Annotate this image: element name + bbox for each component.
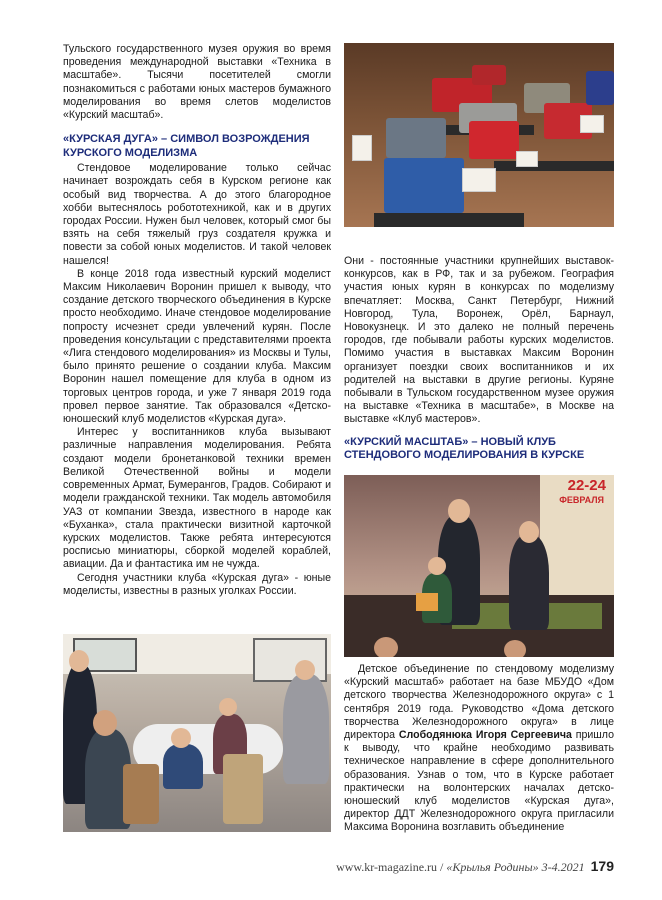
intro-paragraph: Тульского государственного музея оружия во время проведения международной выставки «Техника в масштабе». Тысячи посетителей смогли познакомиться с работами юных мастеров бумажного моделирования во время слетов моделистов «Курский масштаб».	[63, 43, 331, 122]
paragraph	[344, 663, 614, 835]
model-cars-photo	[344, 43, 614, 227]
paragraph-text: пришло к выводу, что крайне необходимо развивать техническое направление в сфере дополнительного образования. Узнав о том, что в Курске работает практически на волонтерских началах детско-юношеский клуб моделистов «Курская дуга», директор ДДТ Железнодорожного округа пригласили Максима Воронина возглавить объединение	[344, 729, 614, 834]
paragraph: Интерес у воспитанников клуба вызывают различные направления моделирования. Ребята создают модели бронетанковой техники времен Великой Отечественной войны и модели современных Армат, Бумерангов, Градов. Собирают и модели гражданской техники. Так модель автомобиля УАЗ от компании Звезда, известного в народе как «Буханка», стала практически визитной карточкой курских моделистов. Также ребята интересуются росписью миниатюры, сборкой моделей кораблей, авиации. Да и фантастика им не чужда.	[63, 426, 331, 571]
footer-magazine: «Крылья Родины» 3-4.2021	[446, 860, 585, 874]
club-event-photo	[344, 475, 614, 657]
paragraph: Сегодня участники клуба «Курская дуга» - юные моделисты, известны в разных уголках России.	[63, 571, 331, 597]
section-heading-kursk-arc: «КУРСКАЯ ДУГА» – СИМВОЛ ВОЗРОЖДЕНИЯ КУРСКОГО МОДЕЛИЗМА	[63, 133, 310, 159]
footer-separator: /	[437, 860, 447, 874]
page-number: 179	[590, 858, 614, 874]
section-heading-kursk-scale: «КУРСКИЙ МАСШТАБ» – НОВЫЙ КЛУБ СТЕНДОВОГО МОДЕЛИРОВАНИЯ В КУРСКЕ	[344, 435, 585, 462]
page-footer	[300, 858, 614, 875]
right-column	[344, 255, 614, 463]
left-column	[63, 43, 331, 598]
right-column-lower	[344, 663, 614, 835]
paragraph: Стендовое моделирование только сейчас начинает возрождать себя в Курском регионе как особый вид творчества. А до этого благородное хобби вытеснялось робототехникой, как и в других городах России. Нужен был человек, который смог бы взять на себя тяжелый груз создателя кружка и повести за собой юных моделистов. И такой человек нашелся!	[63, 162, 331, 267]
banner-month: ФЕВРАЛЯ	[559, 495, 604, 505]
classroom-photo	[63, 634, 331, 832]
director-name: Слободянюка Игоря Сергеевича	[398, 729, 572, 742]
banner-dates: 22-24	[567, 477, 606, 494]
paragraph-text: Детское объединение по стендовому моделизму «Курский масштаб» работает на базе МБУДО «Дом детского творчества Железнодорожного округа» с 1 сентября 2019 года. Руководство «Дома детского творчества Железнодорожного округа» в лице директора	[344, 663, 614, 742]
paragraph: В конце 2018 года известный курский моделист Максим Николаевич Воронин пришел к выводу, что создание детского творческого объединения в Курске просто необходимо. Иначе стендовое моделирование попросту исчезнет среди увлечений курян. После проведения консультации с представителями проекта «Лига стендового моделирования» из Москвы и Тулы, было принято решение о создании клуба. Максим Воронин нашел помещение для клуба в одном из торговых центров города, и уже 7 января 2019 года провел первое занятие. Так образовался «Детско-юношеский клуб моделистов «Курская дуга».	[63, 267, 331, 426]
footer-site: www.kr-magazine.ru	[336, 860, 438, 874]
paragraph: Они - постоянные участники крупнейших выставок-конкурсов, как в РФ, так и за рубежом. География участия юных курян в конкурсах по моделизму впечатляет: Москва, Санкт Петербург, Нижний Новгород, Тула, Воронеж, Орёл, Барнаул, Новокузнецк. И это далеко не полный перечень городов, где побывали работы курских моделистов. Помимо участия в выставках Максим Воронин организует поездки своих воспитанников и их родителей на выставки в другие регионы. Куряне побывали в Тульском государственном музее оружия на выставке «Техника в масштабе», в Москве на выставке «Клуб мастеров».	[344, 255, 614, 426]
